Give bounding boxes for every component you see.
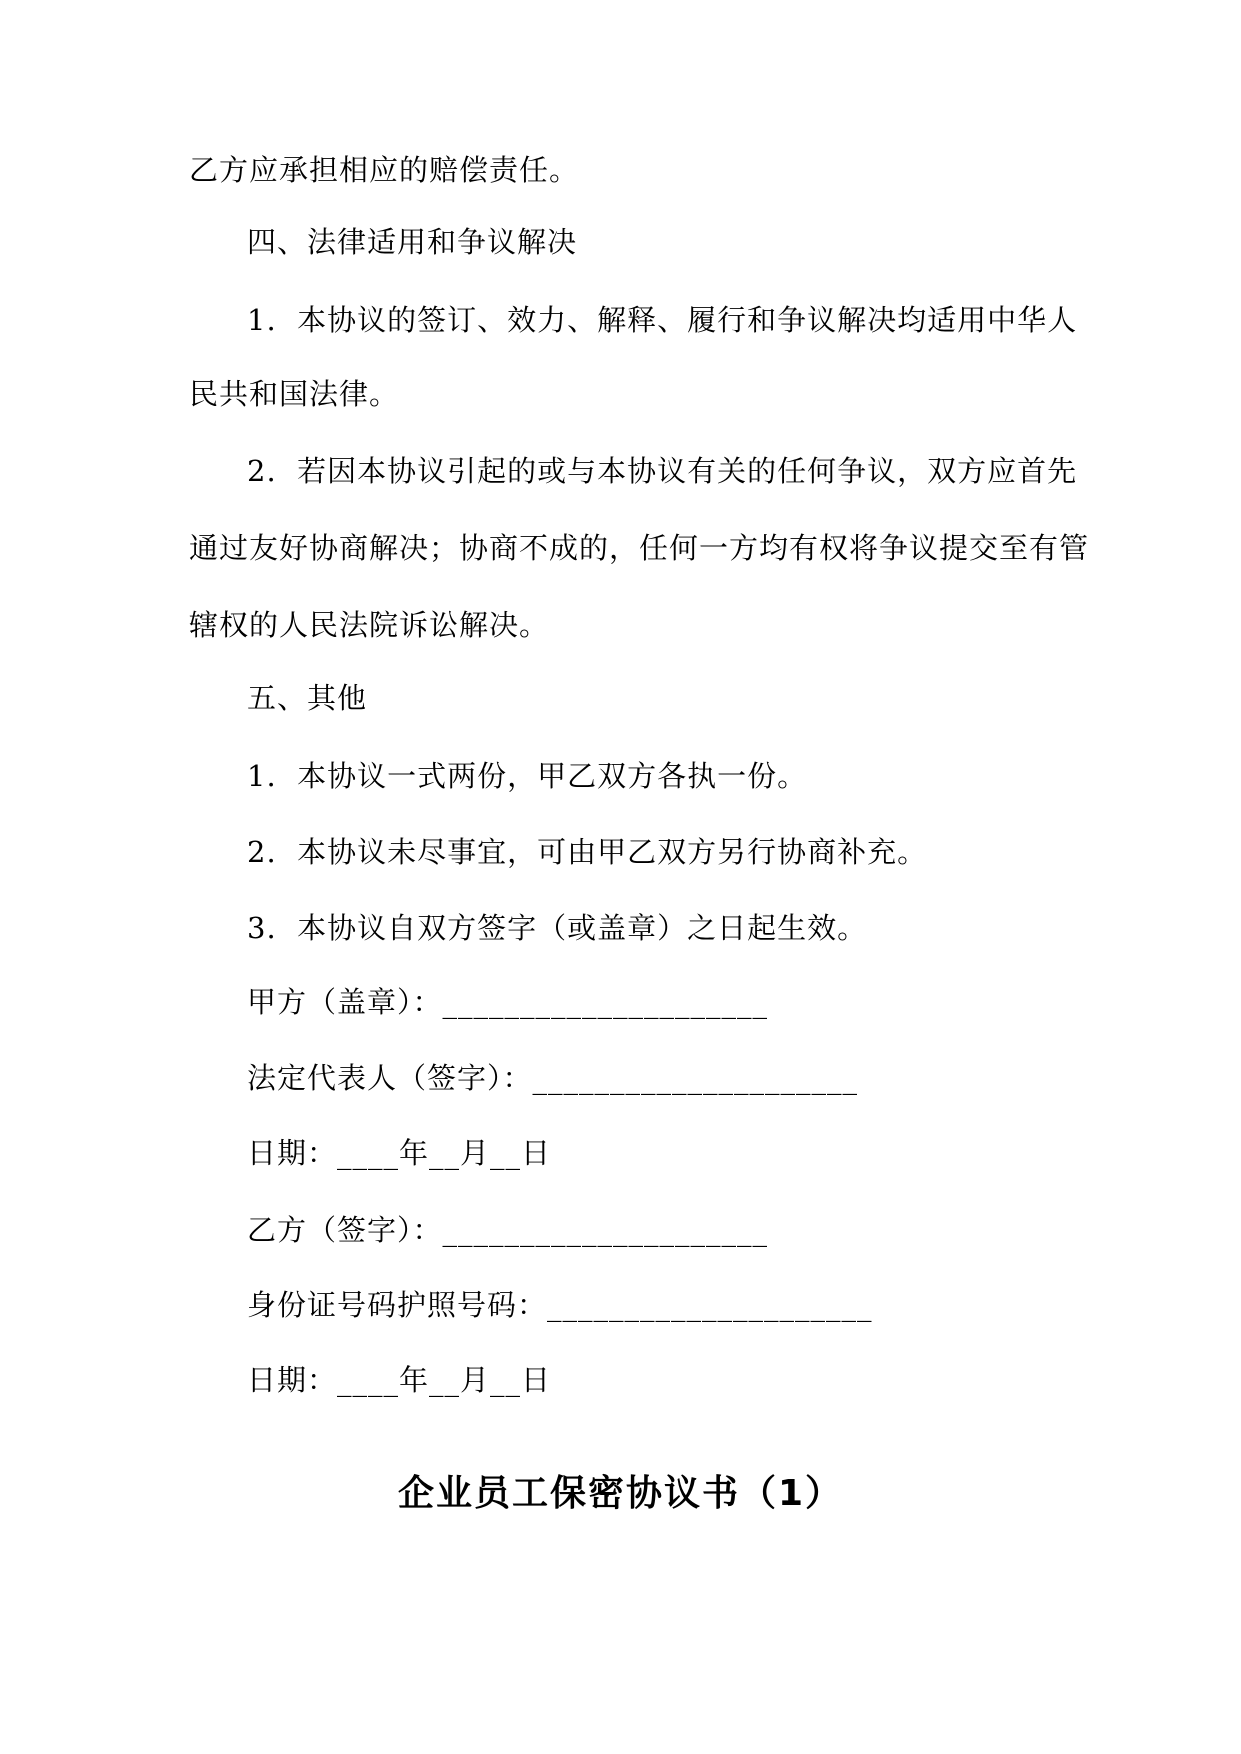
body-text-line: 2. 本协议未尽事宜，可由甲乙双方另行协商补充。 (247, 835, 928, 869)
body-text-line: 民共和国法律。 (189, 377, 400, 411)
body-text-line: 2. 若因本协议引起的或与本协议有关的任何争议，双方应首先 (247, 454, 1078, 488)
body-text-line: 辖权的人民法院诉讼解决。 (189, 608, 550, 642)
document-title: 企业员工保密协议书（1） (397, 1473, 844, 1514)
body-text-line: 通过友好协商解决；协商不成的，任何一方均有权将争议提交至有管 (189, 531, 1090, 565)
id-number-line: 身份证号码护照号码：_____________________ (247, 1288, 873, 1322)
body-text-line: 3. 本协议自双方签字（或盖章）之日起生效。 (247, 911, 868, 945)
body-text-line: 1. 本协议的签订、效力、解释、履行和争议解决均适用中华人 (247, 303, 1078, 337)
signature-line-legal-representative: 法定代表人（签字）：_____________________ (247, 1061, 859, 1095)
date-line-party-a: 日期：____年__月__日 (247, 1136, 552, 1170)
section-heading: 五、其他 (247, 681, 368, 715)
section-heading: 四、法律适用和争议解决 (247, 225, 578, 259)
body-text-line: 1. 本协议一式两份，甲乙双方各执一份。 (247, 759, 808, 793)
signature-line-party-b: 乙方（签字）：_____________________ (247, 1213, 769, 1247)
date-line-party-b: 日期：____年__月__日 (247, 1363, 552, 1397)
body-text-line: 乙方应承担相应的赔偿责任。 (189, 153, 580, 187)
signature-line-party-a: 甲方（盖章）：_____________________ (247, 985, 769, 1019)
